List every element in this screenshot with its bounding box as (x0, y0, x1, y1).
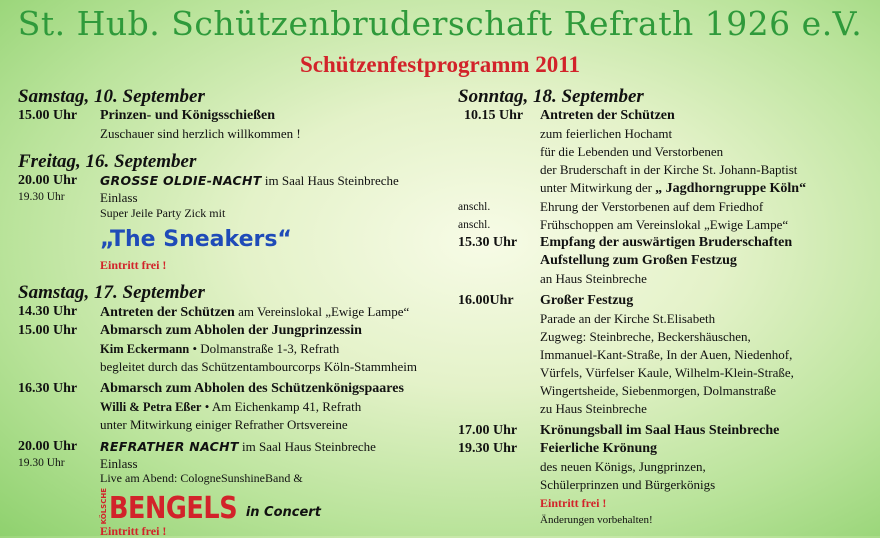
event-time: 19.30 Uhr (18, 457, 65, 469)
event-time: 19.30 Uhr (18, 191, 65, 203)
free-entry: Eintritt frei ! (540, 496, 607, 510)
day-heading: Freitag, 16. September (18, 151, 197, 172)
event-title: Abmarsch zum Abholen der Jungprinzessin (100, 323, 362, 338)
event-title: Antreten der Schützen (100, 305, 235, 320)
event-time: 10.15 Uhr (464, 108, 524, 123)
band-logo-prefix: KÖLSCHE (100, 488, 108, 525)
route-line: Wingertsheide, Siebenmorgen, Dolmanstraße (540, 383, 777, 398)
day-heading: Sonntag, 18. September (458, 86, 644, 107)
concert-label: in Concert (245, 505, 321, 521)
event-note: Live am Abend: CologneSunshineBand & (100, 471, 303, 485)
event-title: Empfang der auswärtigen Bruderschaften (540, 235, 793, 250)
event-note: unter Mitwirkung der (540, 180, 656, 195)
day-heading: Samstag, 10. September (18, 86, 205, 107)
address: • Dolmanstraße 1-3, Refrath (189, 341, 340, 356)
event-note: Frühschoppen am Vereinslokal „Ewige Lampe“ (540, 217, 789, 232)
page-subtitle: Schützenfestprogramm 2011 (299, 52, 581, 77)
event-time: 14.30 Uhr (18, 304, 78, 319)
event-title: Krönungsball im Saal Haus Steinbreche (540, 423, 780, 438)
left-column (18, 86, 458, 538)
day-heading: Samstag, 17. September (18, 282, 205, 303)
band-logo (100, 488, 321, 527)
event-place: am Vereinslokal „Ewige Lampe“ (234, 304, 410, 319)
event-title: REFRATHER NACHT (100, 439, 239, 454)
event-note: Einlass (100, 190, 138, 205)
event-time: 20.00 Uhr (18, 173, 78, 188)
event-title: Feierliche Krönung (540, 441, 658, 456)
event-title: Aufstellung zum Großen Festzug (540, 253, 737, 268)
event-title: Antreten der Schützen (540, 108, 675, 123)
event-title: Abmarsch zum Abholen des Schützenkönigspaares (100, 381, 404, 396)
event-note: Einlass (100, 456, 138, 471)
route-line: zu Haus Steinbreche (540, 401, 647, 416)
band-logo-name: BENGELS (109, 491, 238, 527)
event-place: im Saal Haus Steinbreche (261, 173, 399, 188)
route-line: Zugweg: Steinbreche, Beckershäuschen, (540, 329, 751, 344)
event-title: GROSSE OLDIE-NACHT (100, 173, 262, 188)
route-line: Immanuel-Kant-Straße, In der Auen, Niedenhof, (540, 347, 793, 362)
event-time: 15.30 Uhr (458, 235, 518, 250)
event-note: für die Lebenden und Verstorbenen (540, 144, 724, 159)
person-name: Willi & Petra Eßer (100, 400, 202, 414)
band-name: „The Sneakers“ (100, 227, 292, 252)
disclaimer: Änderungen vorbehalten! (540, 514, 653, 526)
event-note: an Haus Steinbreche (540, 271, 647, 286)
event-time: anschl. (458, 219, 491, 231)
event-note: Zuschauer sind herzlich willkommen ! (100, 126, 301, 141)
page-title: St. Hub. Schützenbruderschaft Refrath 1926 e.V. (17, 4, 863, 43)
event-place: im Saal Haus Steinbreche (238, 439, 376, 454)
event-note: unter Mitwirkung einiger Refrather Ortsvereine (100, 417, 348, 432)
free-entry: Eintritt frei ! (100, 524, 167, 538)
event-time: 15.00 Uhr (18, 323, 78, 338)
event-note: des neuen Königs, Jungprinzen, (540, 459, 706, 474)
event-note: begleitet durch das Schützentambourcorps Köln-Stammheim (100, 359, 417, 374)
event-time: 20.00 Uhr (18, 439, 78, 454)
group-name: „ Jagdhorngruppe Köln“ (655, 181, 807, 196)
event-time: 16.00Uhr (458, 293, 514, 308)
event-note: zum feierlichen Hochamt (540, 126, 673, 141)
event-note: Ehrung der Verstorbenen auf dem Friedhof (540, 199, 764, 214)
person-name: Kim Eckermann (100, 342, 190, 356)
route-line: Vürfels, Vürfelser Kaule, Wilhelm-Klein-Straße, (540, 365, 794, 380)
event-note: Parade an der Kirche St.Elisabeth (540, 311, 716, 326)
event-note: Schülerprinzen und Bürgerkönigs (540, 477, 716, 492)
free-entry: Eintritt frei ! (100, 258, 167, 272)
event-time: 19.30 Uhr (458, 441, 518, 456)
event-time: 15.00 Uhr (18, 108, 78, 123)
event-title: Großer Festzug (540, 293, 634, 308)
event-time: 16.30 Uhr (18, 381, 78, 396)
address: • Am Eichenkamp 41, Refrath (201, 399, 362, 414)
event-note: der Bruderschaft in der Kirche St. Johann-Baptist (540, 162, 798, 177)
event-time: 17.00 Uhr (458, 423, 518, 438)
event-title: Prinzen- und Königsschießen (100, 108, 276, 123)
event-time: anschl. (458, 201, 491, 213)
right-column (458, 86, 874, 528)
event-note: Super Jeile Party Zick mit (100, 206, 226, 220)
